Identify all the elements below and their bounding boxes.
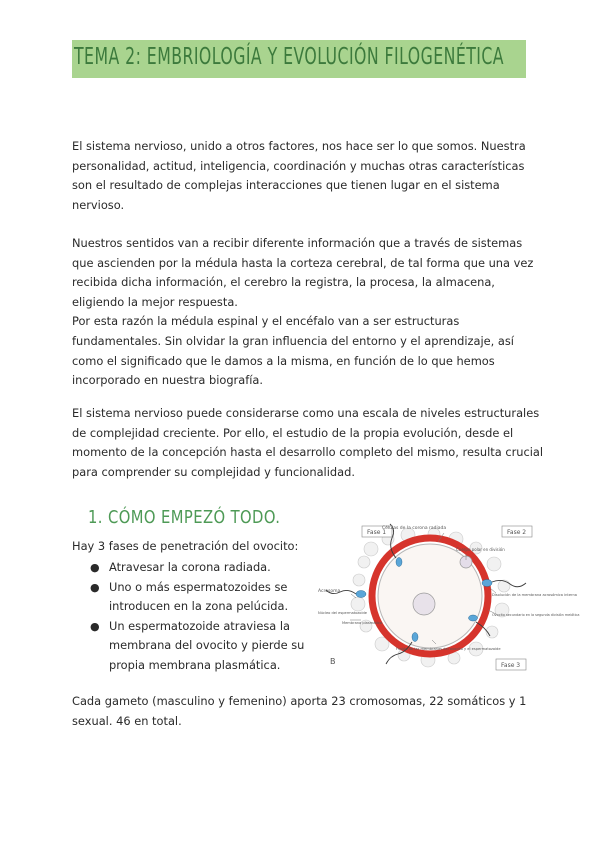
acrosome-label: Acrosoma — [318, 589, 341, 594]
phases-list — [90, 558, 320, 676]
text-line: Atravesar la corona radiada. — [109, 560, 271, 574]
bullet-icon: ● — [90, 619, 100, 633]
text-line: personalidad, actitud, inteligencia, coordinación y muchas otras características — [72, 158, 525, 173]
list-item — [90, 558, 320, 578]
fusion-label: Fusión de las membranas del ovocito y el espermatozoide — [396, 647, 501, 651]
text-line: membrana del ovocito y pierde su — [109, 638, 305, 653]
phase1-label: Fase 1 — [367, 529, 387, 536]
text-line: Uno o más espermatozoides se — [109, 579, 288, 594]
phase2-label: Fase 2 — [507, 529, 527, 536]
paragraph-gametes — [72, 692, 534, 731]
fertilization-diagram — [316, 524, 580, 672]
panel-letter: B — [330, 657, 336, 666]
text-line: como el significado que le damos a la misma, en función de lo que hemos — [72, 353, 495, 368]
bullet-icon: ● — [90, 561, 100, 574]
text-line: eligiendo la mejor respuesta. — [72, 294, 238, 309]
paragraph-intro — [72, 137, 534, 215]
text-line: introducen en la zona pelúcida. — [109, 599, 289, 614]
text-line: Por esta razón la médula espinal y el encéfalo van a ser estructuras — [72, 314, 460, 329]
plasma-membrane-label: Membrana plasmática — [342, 621, 383, 625]
paragraph-senses — [72, 234, 534, 391]
text-line: para comprender su complejidad y funcionalidad. — [72, 464, 355, 479]
text-line: que ascienden por la médula hasta la corteza cerebral, de tal forma que una vez — [72, 255, 534, 270]
text-line: de complejidad creciente. Por ello, el estudio de la propia evolución, desde el — [72, 425, 514, 440]
text-line: propia membrana plasmática. — [109, 657, 281, 672]
text-line: Un espermatozoide atraviesa la — [109, 618, 291, 633]
text-line: recibida dicha información, el cerebro la registra, la procesa, la almacena, — [72, 275, 495, 290]
oocyte-label: Ovocito secundario en la segunda división meiótica — [492, 613, 580, 617]
polar-body-label: Cuerpo polar en división — [456, 547, 505, 552]
corona-cells-label: Células de la corona radiada — [382, 526, 447, 531]
text-line: Cada gameto (masculino y femenino) aporta 23 cromosomas, 22 somáticos y 1 — [72, 694, 527, 708]
phase3-label: Fase 3 — [501, 662, 521, 669]
membrane-label: Disolución de la membrana acrosómica interna — [492, 593, 577, 597]
text-line: El sistema nervioso puede considerarse como una escala de niveles estructurales — [72, 406, 540, 420]
bullet-icon: ● — [90, 580, 100, 594]
text-line: incorporado en nuestra biografía. — [72, 373, 263, 388]
text-line: El sistema nervioso, unido a otros factores, nos hace ser lo que somos. Nuestra — [72, 139, 526, 153]
page-title: TEMA 2: EMBRIOLOGÍA Y EVOLUCIÓN FILOGENÉTICA — [74, 44, 505, 70]
section-heading: 1. CÓMO EMPEZÓ TODO. — [88, 507, 281, 528]
paragraph-complexity — [72, 404, 544, 482]
list-item — [90, 617, 320, 676]
text-line: Nuestros sentidos van a recibir diferente información que a través de sistemas — [72, 236, 523, 250]
phases-intro: Hay 3 fases de penetración del ovocito: — [72, 539, 299, 553]
list-item — [90, 578, 320, 617]
text-line: fundamentales. Sin olvidar la gran influencia del entorno y el aprendizaje, así — [72, 333, 514, 348]
text-line: son el resultado de complejas interacciones que tienen lugar en el sistema — [72, 178, 500, 193]
text-line: momento de la concepción hasta el desarrollo completo del mismo, resulta crucial — [72, 445, 544, 460]
text-line: nervioso. — [72, 197, 125, 212]
nucleus-label: Núcleo del espermatozoide — [318, 611, 368, 615]
oocyte-nucleus — [413, 593, 435, 615]
text-line: sexual. 46 en total. — [72, 713, 182, 728]
